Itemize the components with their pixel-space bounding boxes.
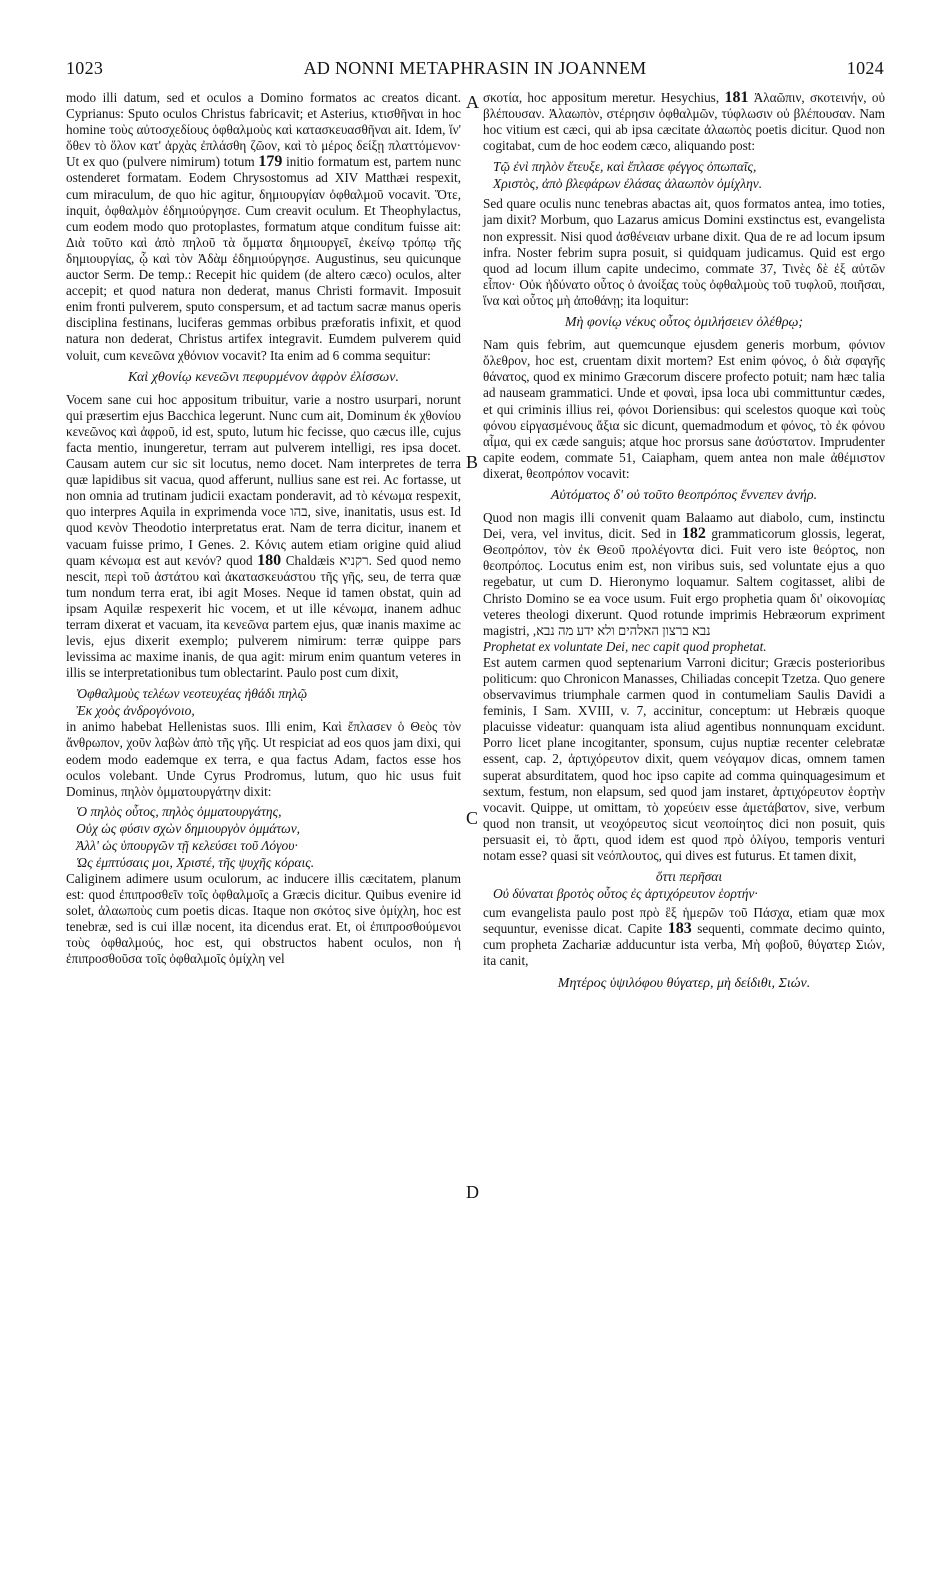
verse-line: Οὐχ ὡς φύσιν σχὼν δημιουργὸν ὀμμάτων, bbox=[76, 820, 301, 836]
paragraph: modo illi datum, sed et oculos a Domino formatos ac creatos dicant. Cyprianus: Sputo oculos Christus fabricavit; et Asterius, κτισθῆναι in hoc homine τοὺς αὐτοσχεδίους ὀφθαλμοὺς καὶ κατασκευασθῆναι ait. Idem, ἵν' ὅθεν τὸ ὅλον κατ' ἀρχὰς ἐπλάσθη ζῶον, καὶ τὸ μέρος δείξῃ πλαττόμενον· Ut ex quo (pulvere nimirum) totum 179 initio formatum est, partem nunc ostenderet formatam. Eodem Chrysostomus ad XIV Matthæi respexit, cum miraculum, de quo hic agitur, δημιουργίαν ὀφθαλμοῦ vocavit. Ὅτε, inquit, ὀφθαλμὸν ἐδημιούργησε. Cum creavit oculum. Et Theophylactus, cum eodem modo quo protoplastes, formatum atque conditum fuisse ait: Διὰ τοῦτο καὶ ἀπὸ πηλοῦ τὰ ὄμματα δημιουργεῖ, ἐκείνῳ τρόπῳ τῆς δημιουργίας, ᾧ καὶ τὸν Ἀδὰμ ἐδημιούργησε. Augustinus, seu quicunque auctor Serm. De temp.: Recepit hic quidem (de altero cæco) oculos, alter accepit; et quod natura non dederat, manus Christi formavit. Imposuit enim fronti pulverem, sputo conspersum, et ad tactum sacræ manus operis disciplina festinans, luciferas gemmas orbibus præforatis infixit, et quod natura non dederat, Christus artifex integravit. Eumdem pulverem quid voluit, cum κενεῶνα χθόνιον vocavit? Ita enim ad 6 comma sequitur: bbox=[66, 90, 462, 363]
margin-number: 182 bbox=[681, 525, 706, 543]
paragraph: Caliginem adimere usum oculorum, ac inducere illis cæcitatem, planum est: quod ἐπιπροσθεῖν τοῖς ὀφθαλμοῖς a Græcis dicitur. Quibus evenire id solet, ἀλαωποὺς cum poetis dicas. Itaque non σκότος sive ὀμίχλη, hoc est tenebræ, sed is cui illæ nocent, ita dicendus erat. Et, οἱ ἐπιπροσθούμενοι τοὺς ὀφθαλμούς, hoc est, qui obstructos habent oculos, non ἡ ἐπιπροσθοῦσα τοῖς ὀφθαλμοῖς ὀμίχλη vel bbox=[66, 870, 461, 967]
verse-line: ὅττι περῆσαι bbox=[655, 869, 723, 885]
paragraph: in animo habebat Hellenistas suos. Illi enim, Καὶ ἔπλασεν ὁ Θεὸς τὸν ἄνθρωπον, χοῦν λαβὼν ἀπὸ τῆς γῆς. Ut respiciat ad eos quos jam dixi, qui eodem modo eademque ex terra, e qua factus Adam, factos esse hos oculos volebant. Unde Cyrus Prodromus, lutum, quo hic usus fuit Dominus, πηλὸν ὀμματουργάτην dixit: bbox=[66, 719, 461, 799]
paragraph: Quod non magis illi convenit quam Balaamo aut diabolo, cum, instinctu Dei, vera, vel invitus, dicit. Sed in 182 grammaticorum glossis, legerat, Θεοπρόπον, τὸν ἐκ Θεοῦ προλέγοντα dici. Fuit vero iste θεόρτος, non θεοπρόπος. Locutus enim est, non viribus suis, sed voluntate ejus a quo regebatur, ut cum D. Hieronymo loquamur. Saltem cogitasset, alibi de Christo Domino se ea voce usum. Fuit ergo prophetia quam δι' οἰκονομίας veteres theologi dixerunt. Quod rotunde imprimis Hebræorum expriment magistri, נבא ברצון האלהים ולא ידע מה נבא, bbox=[483, 510, 886, 638]
paragraph: σκοτία, hoc appositum meretur. Hesychius, 181 Ἀλαῶπιν, σκοτεινήν, οὐ βλέπουσαν. Ἀλαωπὸν, στέρησιν ὀφθαλμῶν, τύφλωσιν οὐ βλέπουσαν. Nam hoc vitium est cæci, qui ab ipsa cæcitate ἀλαωπὸς poetis dicitur. Quod non cogitabat, cum de hoc eodem cæco, aliquando post: bbox=[483, 89, 886, 154]
verse-line: Οὐ δύναται βροτὸς οὗτος ἐς ἀρτιχόρευτον ἑορτήν· bbox=[493, 886, 758, 902]
paragraph: cum evangelista paulo post πρὸ ἓξ ἡμερῶν τοῦ Πάσχα, etiam quæ mox sequuntur, evenisse dicat. Capite 183 sequenti, commate decimo quinto, cum propheta Zachariæ adducuntur ista verba, Μὴ φοβοῦ, θύγατερ Σιών, ita canit, bbox=[483, 905, 886, 969]
verse-line: Τῷ ἐνὶ πηλὸν ἔτευξε, καὶ ἔπλασε φέγγος ὀπωπαῖς, bbox=[493, 159, 757, 175]
verse-line: Ἐκ χοὸς ἀνδρογόνοιο, bbox=[76, 703, 195, 719]
margin-number: 181 bbox=[724, 89, 749, 106]
right-column bbox=[483, 90, 885, 998]
page-number-left: 1023 bbox=[66, 58, 104, 78]
verse-line: Μητέρος ὑψιλόφου θύγατερ, μὴ δείδιθι, Σιών. bbox=[557, 975, 811, 991]
verse-line: Ὁ πηλὸς οὗτος, πηλὸς ὀμματουργάτης, bbox=[76, 803, 282, 819]
margin-number: 179 bbox=[258, 153, 283, 171]
hebrew-quote: נבא ברצון האלהים ולא ידע מה נבא, bbox=[532, 622, 711, 638]
paragraph: Prophetat ex voluntate Dei, nec capit quod prophetat. bbox=[483, 638, 767, 654]
page-number-right: 1024 bbox=[846, 58, 884, 78]
paragraph: Vocem sane cui hoc appositum tribuitur, varie a nostro usurpari, norunt qui præsertim ejus Bacchica legerunt. Nunc cum ait, Dominum ἐκ χθονίου κενεῶνος καὶ ἀφροῦ, id est, sputo, lutum hic fecisse, quo cæcus ille, cujus facta mentio, inungeretur, terram aut pulverem intelligi, res ipsa docet. Causam autem cur sic sit locutus, nemo docet. Nam interpretes de terra quæ lapidibus sit vacua, quod afferunt, nullius sane est rei. Ac fortasse, ut non omnia ad trutinam judicii exactam ponderavit, ad τὸ κένωμα respexit, quo interpres Aquila in exprimenda voce בהו, sive, inanitatis, usus est. Id quod κενὸν Theodotio interpretatus erat. Nam de terra dicitur, inanem et vacuam fuisse primo, I Genes. 2. Κόνις autem etiam origine quid aliud quam κένωμα est aut κενόν? quod 180 Chaldæis רקניא. Sed quod nemo nescit, περὶ τοῦ ἀστάτου καὶ ἀκατασκευάστου τῆς γῆς, seu, de terra quæ tum nondum terra erat, ibi agit Moses. Neque id tamen obstat, quin ad ipsam Aquilæ respexerit hic vocem, et ut ille κένωμα, inanem adhuc terram dixerat et vacuam, ita κενεῶνα partem ejus, quæ inanis maxime ac levis, ejus dixerit exemplo; pulverem nimirum: terræ quippe pars levissima ac maxime inanis, de qua agit: mirum enim quantum veteres in illis se interpretationibus tum oblectarint. Paulo post cum dixit, bbox=[66, 391, 462, 681]
verse-line: Ὀφθαλμοὺς τελέων νεοτευχέας ἠθάδι πηλῷ bbox=[76, 686, 308, 702]
verse-line: Χριστὸς, ἀπὸ βλεφάρων ἐλάσας ἀλαωπὸν ὀμίχλην. bbox=[493, 176, 763, 192]
verse-line: Ἀλλ' ὡς ὑπουργῶν τῇ κελεύσει τοῦ Λόγου· bbox=[76, 837, 298, 853]
verse-line: Μὴ φονίῳ νέκυς οὗτος ὁμιλήσειεν ὀλέθρῳ; bbox=[564, 315, 804, 331]
margin-letter-c: C bbox=[466, 808, 479, 828]
running-header bbox=[66, 58, 884, 82]
margin-number: 183 bbox=[667, 920, 692, 938]
verse-line: Ὡς ἐμπτύσαις μοι, Χριστέ, τῆς ψυχῆς κόραις. bbox=[76, 854, 315, 870]
paragraph: Est autem carmen quod septenarium Varroni dicitur; Græcis posterioribus politicum: quo Chronicon Manasses, Chiliadas concepit Tzetza. Quo genere observavimus triumphale carmen quod in contumeliam Saulis Davidi a feminis, I Sam. XVIII, v. 7, accinitur, conceptum: ut Hebræis quoque placuisse videatur: quanquam ista aliud agentibus nonnunquam excidunt. Porro licet plane incogitanter, sponsum, cujus nuptiæ recenter celebratæ essent, cap. 2, ἀρτιχόρευτον dixit, quem νεόγαμον dicas, omnem tamen superat absurditatem, quod hoc ipso capite ad comma quinquagesimum et sextum, festum, non elapsum, sed quod jam instaret, ἀρτιχόρευτον ἑορτὴν vocavit. Quippe, ut omittam, τὸ χορεύειν esse ἀμετάβατον, sive, verbum quod non transit, ut νεοχόρευτος sicut νεοποίητος dici non posuit, quis persuasit ei, τὸ ἄρτι, quod idem est quod πρὸ ὀλίγου, temporis venturi notam esse? quasi sit νεόπλουτος, qui dives est futurus. Et tamen dixit, bbox=[483, 654, 885, 864]
paragraph: Nam quis febrim, aut quemcunque ejusdem generis morbum, φόνιον ὄλεθρον, hoc est, cruentam dixit mortem? Est enim φόνος, ὁ διὰ σφαγῆς θάνατος, quod ex minimo Græcorum discere profecto potuit; nam hæc talia ad nauseam grammatici. Unde et φοναὶ, ipsa loca ubi committuntur cædes, et qui criminis illius rei, φόνοι Doriensibus: qui scelestos quoque καὶ τοὺς φόνου εἰργασμένους ἄξια sic dicunt, quemadmodum et φόνος, τὸ ἐκ φόνου αἷμα, qui ex cæde sanguis; atque hoc prorsus sane ἀσύστατον. Imprudenter capite eodem, commate 51, Caiapham, quem antea non male ἀθέμιστον dixerat, θεοπρόπον vocavit: bbox=[483, 337, 885, 481]
margin-letter-b: B bbox=[466, 452, 479, 472]
margin-letter-a: A bbox=[466, 92, 479, 112]
paragraph: Sed quare oculis nunc tenebras abactas ait, quos formatos antea, imo toties, jam dixit? Morbum, quo Lazarus amicus Domini exstinctus est, evangelista non expressit. Nisi quod ἀσθένειαν urbane dixit. Qua de re ad locum ipsum infra. Noster febrim supra posuit, si quidquam judicamus. Quid est ergo quod ad locum illum capite undecimo, commate 37, Τινὲς δὲ ἐξ αὐτῶν εἶπον· Οὐκ ἠδύνατο οὗτος ὁ ἀνοίξας τοὺς ὀφθαλμοὺς τοῦ τυφλοῦ, ποιῆσαι, ἵνα καὶ οὗτος μὴ ἀποθάνῃ; ita loquitur: bbox=[483, 196, 885, 308]
verse-line: Αὐτόματος δ' οὐ τοῦτο θεοπρόπος ἔννεπεν ἀνήρ. bbox=[550, 487, 818, 503]
margin-letter-d: D bbox=[466, 1182, 479, 1202]
left-column bbox=[66, 90, 461, 967]
margin-number: 180 bbox=[257, 551, 282, 569]
running-title: AD NONNI METAPHRASIN IN JOANNEM bbox=[303, 58, 647, 78]
verse-line: Καὶ χθονίῳ κενεῶνι πεφυρμένον ἀφρὸν ἐλίσσων. bbox=[128, 369, 399, 385]
